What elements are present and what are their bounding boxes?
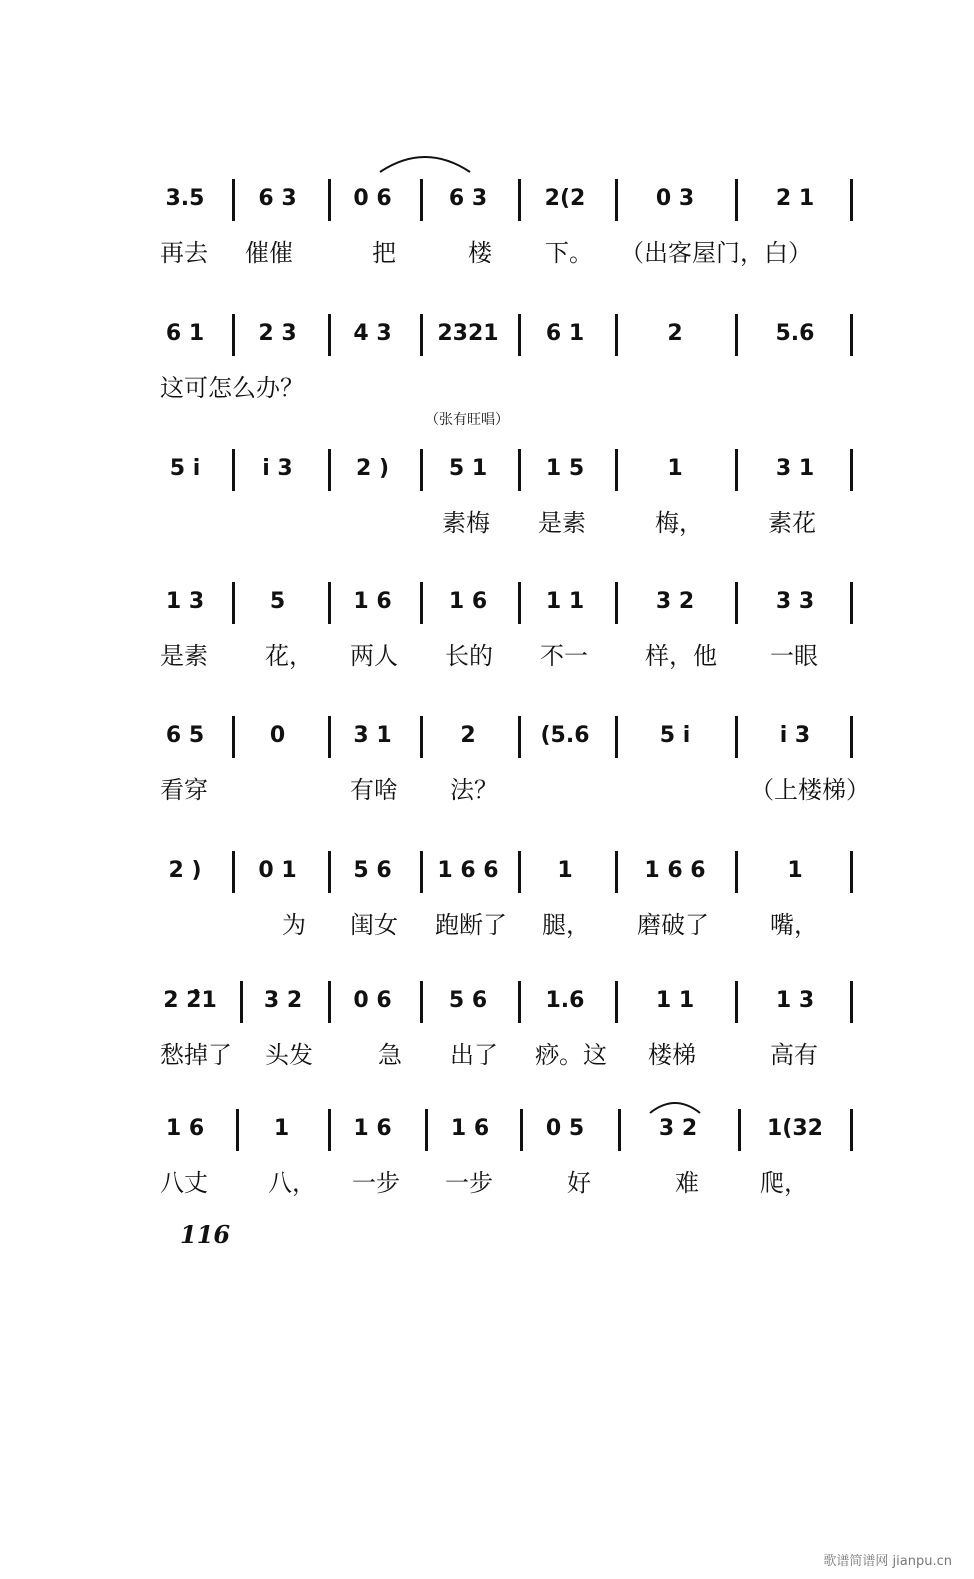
barline [850, 314, 853, 356]
lyric: 高有 [770, 1041, 818, 1069]
barline [518, 851, 521, 893]
barline [615, 449, 618, 491]
lyric: 痧。这 [535, 1041, 607, 1069]
measure: 5.6 [775, 321, 815, 346]
lyric: 是素 [160, 642, 208, 670]
barline [420, 851, 423, 893]
measure: 3 2 [263, 988, 303, 1013]
measure: 1 [787, 858, 803, 883]
barline [328, 716, 331, 758]
measure: 1 6 6 [437, 858, 499, 883]
barline [518, 716, 521, 758]
lyric: 是素 [538, 509, 586, 537]
barline [735, 449, 738, 491]
measure: 2(2 [544, 186, 586, 211]
barline [425, 1109, 428, 1151]
lyric: 两人 [350, 642, 398, 670]
barline [328, 1109, 331, 1151]
measure: 4 3 [353, 321, 392, 346]
barline [735, 716, 738, 758]
measure: 5 6 [353, 858, 392, 883]
lyric: （上楼梯） [750, 776, 870, 804]
measure: 6 3 [258, 186, 297, 211]
slur-tie [375, 147, 475, 177]
barline [850, 981, 853, 1023]
measure: 1.6 [545, 988, 585, 1013]
barline [735, 981, 738, 1023]
barline [735, 582, 738, 624]
lyric: 这可怎么办？ [160, 374, 304, 402]
barline [735, 179, 738, 221]
score-system-7 [150, 977, 870, 1077]
measure: i 3 [262, 456, 293, 481]
lyric: 不一 [540, 642, 588, 670]
lyric: 为 [282, 911, 306, 939]
measure: 6 1 [165, 321, 205, 346]
barline [615, 716, 618, 758]
measure: 5 i [169, 456, 201, 481]
barline [850, 449, 853, 491]
barline [232, 851, 235, 893]
lyric: 楼 [468, 239, 492, 267]
lyric: 素梅 [442, 509, 490, 537]
lyric: 出了 [450, 1041, 498, 1069]
lyric: 一步 [352, 1169, 400, 1197]
lyric: 头发 [265, 1041, 313, 1069]
lyric: （出客屋门，白） [620, 239, 812, 267]
score-system-2 [150, 310, 870, 410]
barline [850, 582, 853, 624]
lyric: 再去 [160, 239, 208, 267]
measure: 1 6 [353, 1116, 392, 1141]
lyric: 长的 [445, 642, 493, 670]
measure: 1 [667, 456, 683, 481]
lyric: 八丈 [160, 1169, 208, 1197]
lyric: 把 [372, 239, 396, 267]
barline [328, 449, 331, 491]
lyric: 楼梯 [648, 1041, 696, 1069]
measure: 1 6 6 [644, 858, 706, 883]
lyric: 法？ [450, 776, 498, 804]
barline [735, 314, 738, 356]
singer-cue: （张有旺唱） [425, 412, 509, 428]
lyric: 一眼 [770, 642, 818, 670]
barline [328, 179, 331, 221]
measure: 0 [269, 723, 286, 748]
measure: 2 ) [355, 456, 390, 481]
measure: 0 3 [655, 186, 695, 211]
measure: 3 3 [775, 589, 815, 614]
measure: 5 6 [448, 988, 488, 1013]
lyric: 催催 [245, 239, 293, 267]
barline [850, 851, 853, 893]
lyric: 梅， [655, 509, 703, 537]
barline [232, 179, 235, 221]
barline [328, 582, 331, 624]
lyric: 闺女 [350, 911, 398, 939]
measure: 3 2 [655, 589, 695, 614]
measure: 5 [269, 589, 286, 614]
barline [232, 582, 235, 624]
measure: 2321 [437, 321, 499, 346]
measure: 2 [460, 723, 476, 748]
barline [518, 981, 521, 1023]
barline [236, 1109, 239, 1151]
measure: 1 6 [450, 1116, 490, 1141]
score-system-3 [150, 412, 870, 545]
measure: 1 [557, 858, 573, 883]
lyric: 样，他 [645, 642, 717, 670]
barline [615, 981, 618, 1023]
barline [240, 981, 243, 1023]
barline [518, 179, 521, 221]
barline [328, 851, 331, 893]
barline [518, 582, 521, 624]
measure: 2 ) [168, 858, 202, 883]
barline [850, 1109, 853, 1151]
barline [232, 449, 235, 491]
barline [735, 851, 738, 893]
measure: 1 5 [545, 456, 585, 481]
barline [420, 716, 423, 758]
measure: 1 3 [165, 589, 205, 614]
measure: 5 i [659, 723, 691, 748]
barline [615, 582, 618, 624]
measure: i 3 [779, 723, 811, 748]
barline [738, 1109, 741, 1151]
lyric: 嘴， [770, 911, 818, 939]
barline [520, 1109, 523, 1151]
barline [328, 314, 331, 356]
measure: 2 [667, 321, 683, 346]
measure: 6 5 [165, 723, 205, 748]
lyric: 好 [567, 1169, 591, 1197]
barline [328, 981, 331, 1023]
lyric: 花， [265, 642, 313, 670]
score-system-8 [150, 1105, 870, 1205]
lyric: 磨破了 [637, 911, 709, 939]
measure: 3.5 [165, 186, 205, 211]
measure: (5.6 [540, 723, 590, 748]
barline [615, 851, 618, 893]
barline [518, 314, 521, 356]
lyric: 腿， [542, 911, 590, 939]
barline [518, 449, 521, 491]
measure: 6 1 [545, 321, 585, 346]
measure: 2 2̂1 [163, 988, 217, 1013]
measure: 0 6 [353, 186, 392, 211]
measure: 0 1 [258, 858, 297, 883]
barline [420, 314, 423, 356]
barline [420, 179, 423, 221]
lyric: 难 [675, 1169, 699, 1197]
barline [618, 1109, 621, 1151]
barline [615, 314, 618, 356]
lyric: 爬， [760, 1169, 808, 1197]
watermark: 歌谱简谱网 jianpu.cn [823, 1554, 952, 1569]
lyric: 有啥 [350, 776, 398, 804]
barline [420, 449, 423, 491]
measure: 6 3 [448, 186, 488, 211]
measure: 2 3 [258, 321, 297, 346]
measure: 0 6 [353, 988, 392, 1013]
barline [850, 179, 853, 221]
barline [232, 716, 235, 758]
lyric: 素花 [768, 509, 816, 537]
barline [420, 582, 423, 624]
score-system-1 [150, 175, 870, 275]
measure: 1 6 [448, 589, 488, 614]
lyric: 跑断了 [435, 911, 507, 939]
barline [420, 981, 423, 1023]
lyric: 一步 [445, 1169, 493, 1197]
lyric: 下。 [545, 239, 593, 267]
lyric: 急 [378, 1041, 402, 1069]
measure: 1 6 [353, 589, 392, 614]
measure: 3 2 [658, 1116, 698, 1141]
score-system-6 [150, 847, 870, 947]
measure: 0 5 [545, 1116, 585, 1141]
barline [232, 314, 235, 356]
measure: 1 1 [655, 988, 695, 1013]
measure: 1 1 [545, 589, 585, 614]
page-number: 116 [180, 1220, 231, 1249]
slur-tie [645, 1095, 705, 1115]
measure: 5 1 [448, 456, 488, 481]
measure: 3 1 [775, 456, 815, 481]
measure: 1(32 [767, 1116, 823, 1141]
score-system-4 [150, 578, 870, 678]
barline [615, 179, 618, 221]
measure: 1 [273, 1116, 290, 1141]
barline [850, 716, 853, 758]
lyric: 八， [268, 1169, 316, 1197]
measure: 2 1 [775, 186, 815, 211]
measure: 3 1 [353, 723, 392, 748]
score-system-5 [150, 712, 870, 812]
lyric: 愁掉了 [160, 1041, 232, 1069]
lyric: 看穿 [160, 776, 208, 804]
measure: 1 6 [165, 1116, 205, 1141]
measure: 1 3 [775, 988, 815, 1013]
